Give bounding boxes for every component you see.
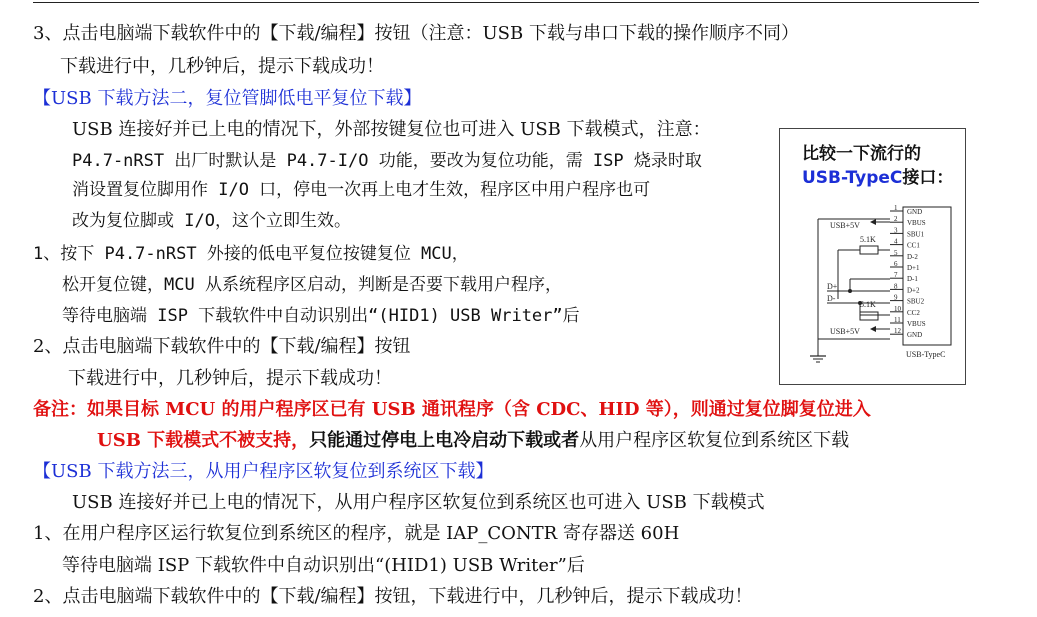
note-soft-reset: 从用户程序区软复位到系统区下载 [579, 430, 850, 451]
dminus-label: D- [827, 294, 836, 303]
pin-number: 11 [894, 316, 901, 324]
paragraph-line: P4.7-nRST 出厂时默认是 P4.7-I/O 功能，要改为复位功能，需 ISP 烧录时取 [72, 151, 702, 171]
usb-typec-figure [779, 128, 966, 385]
step-1-detail: 松开复位键，MCU 从系统程序区启动，判断是否要下载用户程序， [62, 275, 562, 295]
step-1-detail: 等待电脑端 ISP 下载软件中自动识别出“(HID1) USB Writer”后 [62, 555, 585, 576]
pin-label: D+2 [907, 286, 920, 295]
pin-number: 7 [894, 271, 898, 280]
paragraph-line: USB 连接好并已上电的情况下，外部按键复位也可进入 USB 下载模式，注意： [72, 119, 711, 140]
pin-number: 6 [894, 260, 898, 268]
pin-label: CC2 [907, 308, 920, 317]
pin-number: 1 [894, 204, 898, 212]
progress-text: 下载进行中，几秒钟后，提示下载成功！ [60, 56, 384, 77]
note-unsupported: USB 下载模式不被支持， [97, 430, 310, 451]
top-rule [33, 2, 979, 3]
pin-label: GND [907, 208, 923, 216]
section-heading-method-2: 【USB 下载方法二，复位管脚低电平复位下载】 [33, 88, 422, 109]
connector-label: USB-TypeC [906, 350, 946, 359]
figure-subtitle-rest: 接口： [902, 168, 954, 188]
note-cold-start: 只能通过停电上电冷启动下载或者 [309, 430, 580, 451]
pin-label: SBU1 [907, 230, 925, 239]
figure-subtitle-typec: USB-TypeC [802, 168, 903, 188]
step-1-text: 1、按下 P4.7-nRST 外接的低电平复位按键复位 MCU， [33, 244, 469, 264]
step-2-text: 2、点击电脑端下载软件中的【下载/编程】按钮 [33, 336, 411, 357]
pin-label: D-2 [907, 252, 918, 261]
pin-number: 9 [894, 293, 898, 302]
pin-number: 2 [894, 215, 898, 224]
figure-title: 比较一下流行的 [802, 144, 921, 164]
pin-number: 10 [894, 304, 901, 313]
pin-number: 12 [894, 327, 901, 336]
pin-label: D+1 [907, 264, 920, 272]
usb-typec-schematic [780, 189, 965, 379]
paragraph-line: 改为复位脚或 I/O，这个立即生效。 [72, 211, 351, 231]
resistor-label-top: 5.1K [860, 235, 876, 244]
note-text-continued [97, 429, 849, 453]
pin-number: 3 [894, 226, 898, 235]
pin-label: GND [907, 331, 923, 340]
step-1-detail: 等待电脑端 ISP 下载软件中自动识别出“(HID1) USB Writer”后 [62, 306, 580, 326]
figure-subtitle [802, 163, 953, 188]
vbus-label-top: USB+5V [830, 221, 860, 230]
step-1-text: 1、在用户程序区运行软复位到系统区的程序，就是 IAP_CONTR 寄存器送 60H [33, 523, 680, 544]
pin-number: 5 [894, 248, 898, 257]
pin-label: VBUS [907, 320, 926, 328]
section-heading-method-3: 【USB 下载方法三，从用户程序区软复位到系统区下载】 [33, 461, 494, 482]
pin-label: VBUS [907, 219, 926, 228]
pin-label: SBU2 [907, 297, 925, 306]
step-3-text: 3、点击电脑端下载软件中的【下载/编程】按钮（注意：USB 下载与串口下载的操作顺序不同） [33, 23, 799, 44]
vbus-label-bottom: USB+5V [830, 327, 860, 336]
pin-number: 8 [894, 282, 898, 291]
pin-label: D-1 [907, 275, 918, 284]
progress-text: 下载进行中，几秒钟后，提示下载成功！ [68, 368, 392, 389]
paragraph-line: 消设置复位脚用作 I/O 口，停电一次再上电才生效，程序区中用户程序也可 [72, 180, 651, 200]
pin-label: CC1 [907, 241, 920, 250]
pin-number: 4 [894, 237, 898, 246]
resistor-label-bottom: 5.1K [860, 300, 876, 309]
note-text: 备注：如果目标 MCU 的用户程序区已有 USB 通讯程序（含 CDC、HID 等），则通过复位脚复位进入 [33, 399, 871, 420]
dplus-label: D+ [827, 282, 838, 291]
step-2-text: 2、点击电脑端下载软件中的【下载/编程】按钮，下载进行中，几秒钟后，提示下载成功！ [33, 586, 753, 607]
paragraph-line: USB 连接好并已上电的情况下，从用户程序区软复位到系统区也可进入 USB 下载模式 [72, 492, 765, 513]
